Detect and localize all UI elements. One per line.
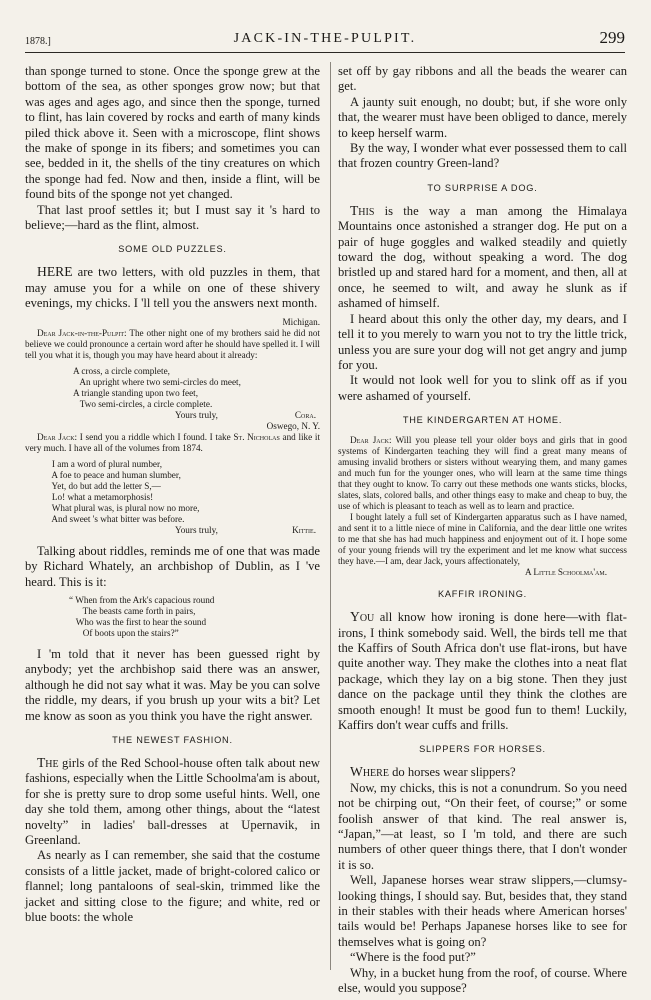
letter-signature: Cora.	[294, 409, 316, 420]
paragraph: Talking about riddles, reminds me of one that was made by Richard Whately, an archbishop of Dublin, as I 've heard. This is it:	[25, 543, 320, 589]
letter-body: Dear Jack-in-the-Pulpit: The other night one of my brothers said he did not believe we could pronounce a certain word after he should have spelled it. I will tell you what it is, though you may have heard about it already:	[25, 327, 320, 360]
puzzles-intro: HERE are two letters, with old puzzles in them, that may amuse you for a while on one of these shivery evenings, my chicks. I 'll tell you the answers next month.	[25, 264, 320, 311]
paragraph: Why, in a bucket hung from the roof, of course. Where else, would you suppose?	[338, 965, 627, 996]
section-heading-slippers: SLIPPERS FOR HORSES.	[419, 744, 546, 755]
verse-line: An upright where two semi-circles do meet,	[73, 376, 241, 387]
letter-body: Dear Jack: Will you please tell your older boys and girls that in good systems of Kindergarten teaching they will find a great many means of amusing invalid brothers or sisters without wearying them, and many games and much fun for the younger ones, who will learn at the same time things that they ought to know. To carry out these methods one wants sticks, blocks, slates, slats, colored balls, and other things easy to make and cheap to buy, the use of which is pleasant to teach as well as to learn and practice.	[338, 435, 627, 512]
letter-signature: Kittie.	[292, 524, 316, 535]
verse-line: Yet, do but add the letter S,—	[45, 480, 161, 491]
letter-salutation: Dear Jack:	[350, 435, 392, 446]
paragraph: “Where is the food put?”	[350, 950, 476, 965]
verse-line: A foe to peace and human slumber,	[45, 469, 181, 480]
letter-body: I bought lately a full set of Kindergarten apparatus such as I have named, and sent it to a little niece of mine in California, and the dear little one writes to me that she has had much happiness and enjoyment out of it. I hope some of your young friends will try the experiment and let me know what success they have.—I am, dear Jack, yours affectionately,	[338, 512, 627, 567]
paragraph: Where do horses wear slippers?	[350, 764, 516, 780]
verse-line: What plural was, is plural now no more,	[45, 502, 200, 513]
paragraph: You all know how ironing is done here—with flat-irons, I think somebody said. Well, the birds tell me that the Kaffirs of South Africa don't use flat-irons, but have quite another way. They make the clothes into a neat flat package, which they lay on a big stone. Then they just dance on the package until they think the clothes are smooth enough! It must be good fun to them! Luckily, Kaffirs don't wear cuffs and frills.	[338, 609, 627, 732]
page-header	[25, 28, 625, 50]
verse-block	[25, 595, 320, 639]
section-heading-dog: TO SURPRISE A DOG.	[427, 182, 538, 193]
letter-place: Oswego, N. Y.	[266, 420, 320, 431]
letter-signature: A Little Schoolma'am.	[524, 567, 607, 578]
section-heading-kindergarten: THE KINDERGARTEN AT HOME.	[402, 415, 563, 426]
section-heading-kaffir: KAFFIR IRONING.	[437, 589, 528, 600]
verse-line: Two semi-circles, a circle complete.	[73, 398, 213, 409]
verse-line: And sweet 's what bitter was before.	[45, 513, 185, 524]
header-rule	[25, 52, 625, 53]
verse-block	[25, 366, 320, 410]
verse-line: Who was the first to hear the sound	[69, 616, 207, 627]
lead-word: Where	[350, 764, 389, 780]
header-title: JACK-IN-THE-PULPIT.	[233, 31, 417, 46]
column-divider	[330, 62, 331, 970]
section-heading-puzzles: SOME OLD PUZZLES.	[118, 244, 227, 255]
verse-line: The beasts came forth in pairs,	[69, 605, 196, 616]
letter-salutation: Dear Jack-in-the-Pulpit:	[37, 327, 127, 338]
lead-word: HERE	[37, 264, 73, 280]
page-number: 299	[599, 28, 625, 47]
paragraph: set off by gay ribbons and all the beads the wearer can get.	[338, 64, 627, 94]
paragraph: Well, Japanese horses wear straw slippers,—clumsy-looking things, I should say. But, besides that, they stand in their stables with their heads where American horses' tails would be! Perhaps Japanese horses like to see for themselves what is going on?	[338, 873, 627, 949]
paragraph: I heard about this only the other day, my dears, and I tell it to you merely to warn you not to try the little trick, unless you are sure your dog will not get angry and jump for you.	[338, 311, 627, 372]
paragraph: As nearly as I can remember, she said that the costume consists of a little jacket, made of bright-colored calico or flannel; long pantaloons of seal-skin, trimmed like the jacket and sitting close to the figure; and white, red or blue boots: the whole	[25, 848, 320, 924]
paragraph: I 'm told that it never has been guessed right by anybody; yet the archbishop said there was an answer, although he did not say what it was. May be you can solve the riddle, my dears, if you brush up your wits a bit? Let me know as soon as you think you have the right answer.	[25, 646, 320, 723]
section-heading-fashion: THE NEWEST FASHION.	[112, 734, 233, 745]
letter-body: Dear Jack: I send you a riddle which I found. I take St. Nicholas and like it very much. I have all of the volumes from 1874.	[25, 431, 321, 453]
letter-salutation: Dear Jack:	[37, 431, 78, 442]
lead-word: You	[350, 609, 375, 625]
verse-line: Lo! what a metamorphosis!	[45, 491, 154, 502]
verse-line: I am a word of plural number,	[45, 458, 162, 469]
paragraph: Now, my chicks, this is not a conundrum. So you need not be chirping out, “On their feet, of course;” or some foolish answer of that kind. The real answer is, “Japan,”—at least, so I 'm told, and there are such numbers of other queer things there, that I don't wonder it is so.	[338, 780, 627, 872]
paragraph: The girls of the Red School-house often talk about new fashions, especially when the Little Schoolma'am is about, for she is pretty sure to drop some useful hints. Well, one day she told them, among other things, about the “latest novelty” in ladies' ball-dresses at Upernavik, in Greenland.	[25, 754, 321, 847]
verse-block	[25, 459, 320, 525]
paragraph: than sponge turned to stone. Once the sponge grew at the bottom of the sea, as other sponges grow now; but that was ages and ages ago, and since then the sponge, turned to flint, has lain covered by rocks and earth of many kinds piled thick above it. Seen with a microscope, flint shows the make of sponge in its fibers; and sometimes you can see, bedded in it, the shells of the tiny creatures on which the sponge had fed. Now and then, inside a flint, will be found bits of the sponge not yet changed.	[25, 64, 320, 202]
right-column	[338, 64, 627, 996]
verse-line: A cross, a circle complete,	[73, 365, 170, 376]
header-year: 1878.]	[25, 36, 51, 47]
paragraph: By the way, I wonder what ever possessed them to call that frozen country Green-land?	[338, 141, 627, 171]
paragraph: A jaunty suit enough, no doubt; but, if she wore only that, the wearer must have been obliged to dance, merely to keep herself warm.	[338, 94, 627, 140]
paragraph: That last proof settles it; but I must say it 's hard to believe;—hard as the flint, almost.	[25, 202, 320, 233]
paragraph: It would not look well for you to slink off as if you were ashamed of yourself.	[338, 373, 627, 403]
paragraph: This is the way a man among the Himalaya Mountains once astonished a stranger dog. He put on a pair of huge goggles and walked steadily and quietly toward the dog, without speaking a word. The dog bristled up and stared hard for a moment, and then, all at once, he seemed to wilt, and away he slunk as if ashamed of himself.	[338, 202, 627, 311]
verse-line: Of boots upon the stairs?”	[69, 627, 179, 638]
verse-line: “ When from the Ark's capacious round	[69, 594, 215, 605]
lead-word: The	[37, 754, 59, 770]
letter-signoff: Yours truly, Kittie.	[25, 525, 320, 536]
lead-word: This	[350, 202, 375, 218]
letter-place: Michigan.	[282, 316, 320, 327]
letter-signoff: Yours truly, Cora.	[25, 410, 320, 421]
left-column	[25, 64, 320, 925]
verse-line: A triangle standing upon two feet,	[73, 387, 199, 398]
